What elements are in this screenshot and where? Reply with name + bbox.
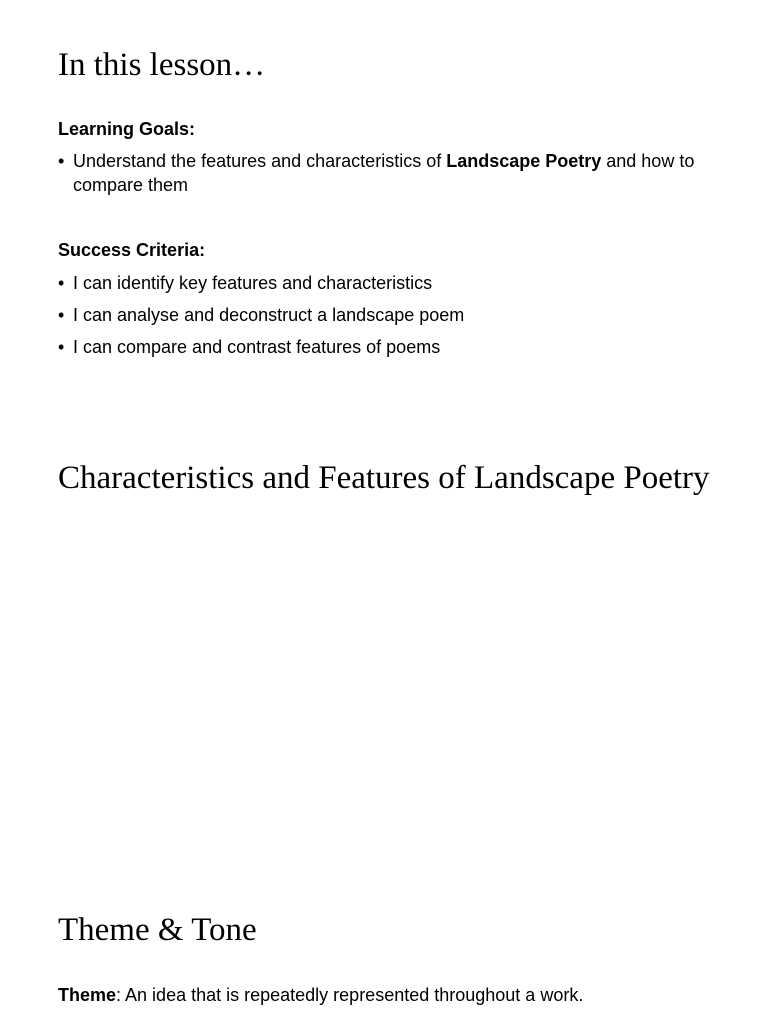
criteria-text: I can compare and contrast features of poems: [73, 337, 441, 357]
bullet-icon: •: [58, 337, 65, 357]
list-item: [58, 149, 718, 197]
theme-definition: [58, 983, 583, 1007]
theme-tone-title: Theme & Tone: [58, 912, 257, 948]
bullet-icon: •: [58, 151, 65, 171]
lesson-title: In this lesson…: [58, 47, 266, 83]
goal-text-pre: Understand the features and characteristics of: [73, 151, 447, 171]
goal-text-post: and how to compare them: [73, 151, 695, 195]
characteristics-title: Characteristics and Features of Landscape Poetry: [58, 460, 710, 496]
success-criteria-list: [58, 271, 718, 367]
bullet-icon: •: [58, 273, 65, 293]
success-criteria-label: Success Criteria:: [58, 240, 206, 260]
definition-text: : An idea that is repeatedly represented throughout a work.: [116, 985, 584, 1005]
criteria-text: I can analyse and deconstruct a landscape poem: [73, 305, 465, 325]
list-item: [58, 271, 718, 295]
bullet-icon: •: [58, 305, 65, 325]
learning-goals-label: Learning Goals:: [58, 119, 196, 139]
list-item: [58, 303, 718, 327]
goal-text-bold: Landscape Poetry: [446, 151, 602, 171]
learning-goals-list: [58, 149, 718, 197]
definition-term: Theme: [58, 985, 117, 1005]
list-item: [58, 335, 718, 359]
criteria-text: I can identify key features and characteristics: [73, 273, 433, 293]
